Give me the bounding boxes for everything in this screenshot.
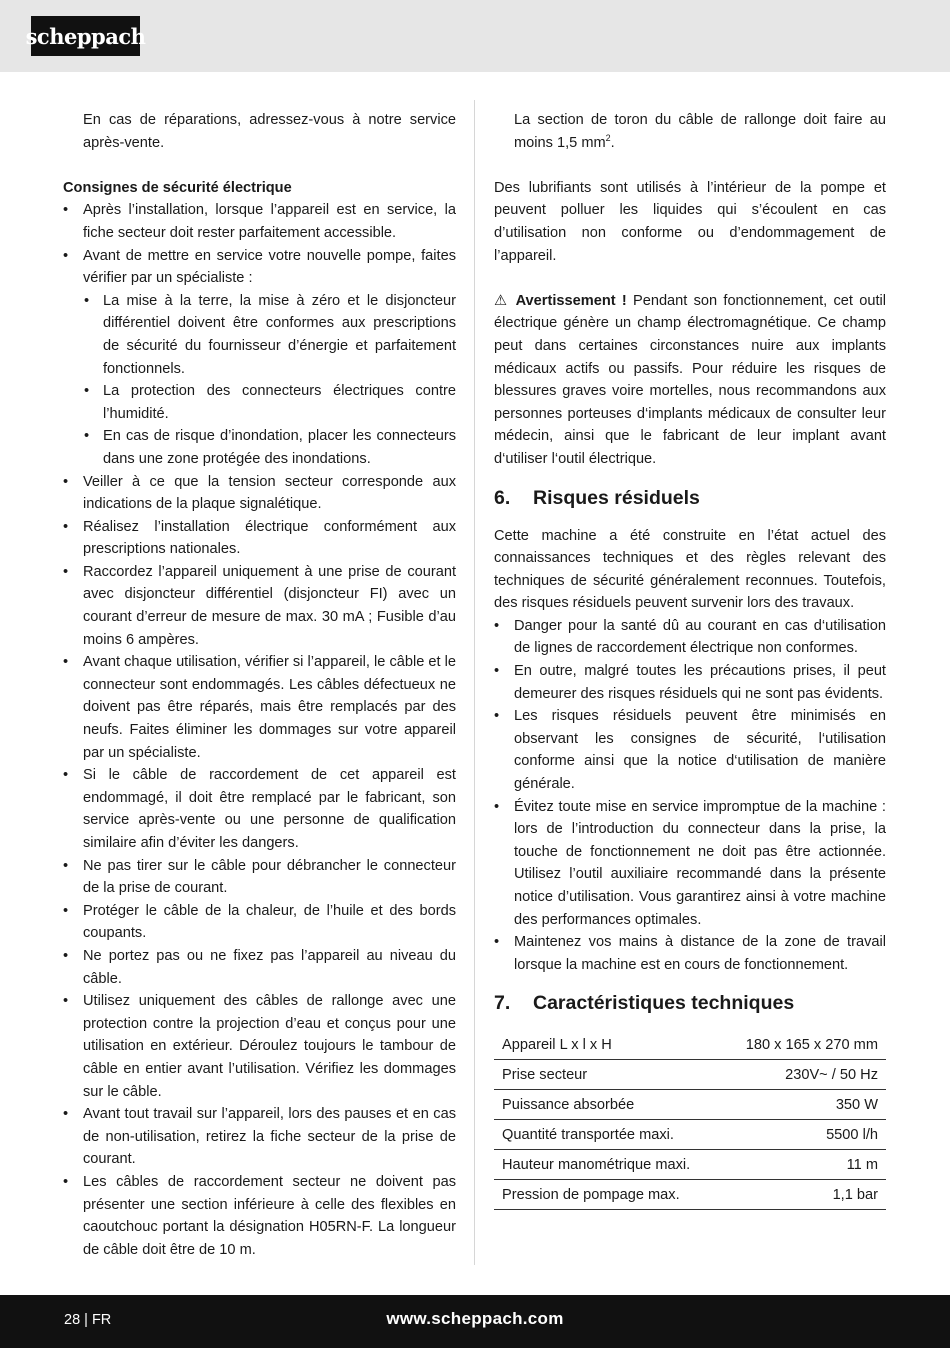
list-item: • Utilisez uniquement des câbles de rallonge avec une protection contre la projection d’eau et conçus pour une utilisation en extérieur. Déroulez toujours le tambour de câble en entier avant l’utilisation. Vérifiez les dommages sur le câble.: [63, 990, 456, 1103]
list-item: • Les risques résiduels peuvent être minimisés en observant les consignes de sécurité, l‘utilisation conforme ainsi que la notice d‘utilisation de manière générale.: [494, 705, 886, 795]
electrical-safety-sublist: [63, 290, 456, 471]
left-column: [63, 109, 456, 1261]
sub-list-item: • La protection des connecteurs électriques contre l’humidité.: [63, 380, 456, 425]
table-row: Quantité transportée maxi. 5500 l/h: [494, 1120, 886, 1150]
list-item: • Avant tout travail sur l’appareil, lors des pauses et en cas de non-utilisation, retirez la fiche secteur de la prise de courant.: [63, 1103, 456, 1171]
list-item: • Les câbles de raccordement secteur ne doivent pas présenter une section inférieure à celle des flexibles en caoutchouc portant la désignation H05RN-F. La longueur de câble doit être de 10 m.: [63, 1171, 456, 1261]
sub-list-item: • En cas de risque d’inondation, placer les connecteurs dans une zone protégée des inondations.: [63, 425, 456, 470]
spec-table: [494, 1030, 886, 1210]
table-row: Appareil L x l x H 180 x 165 x 270 mm: [494, 1030, 886, 1060]
repair-note: En cas de réparations, adressez-vous à notre service après-vente.: [83, 112, 456, 151]
page-footer: [0, 1295, 950, 1348]
list-item: • Avant de mettre en service votre nouvelle pompe, faites vérifier par un spécialiste :: [63, 245, 456, 290]
warning-triangle-icon: ⚠: [494, 292, 510, 309]
right-column: [494, 109, 886, 1210]
column-divider: [474, 100, 475, 1265]
list-item: • Ne portez pas ou ne fixez pas l’appareil au niveau du câble.: [63, 945, 456, 990]
table-row: Puissance absorbée 350 W: [494, 1090, 886, 1120]
list-item: • Avant chaque utilisation, vérifier si l’appareil, le câble et le connecteur sont endommagés. Les câbles défectueux ne doivent pas être réparés, mais être remplacés par des neufs. Faites éliminer les dommages sur votre appareil par un spécialiste.: [63, 651, 456, 764]
list-item: • Si le câble de raccordement de cet appareil est endommagé, il doit être remplacé par le fabricant, son service après-vente ou une personne de qualification similaire afin d’éviter les dangers.: [63, 764, 456, 854]
table-row: Hauteur manométrique maxi. 11 m: [494, 1150, 886, 1180]
list-item: • Danger pour la santé dû au courant en cas d‘utilisation de lignes de raccordement électrique non conformes.: [494, 615, 886, 660]
residual-risks-list: [494, 615, 886, 977]
list-item: • Raccordez l’appareil uniquement à une prise de courant avec disjoncteur différentiel (disjoncteur FI) avec un courant d’erreur de mesure de max. 30 mA ; Fusible d’au moins 6 ampères.: [63, 561, 456, 651]
electrical-safety-list-b: [63, 471, 456, 1262]
cable-section-note: La section de toron du câble de rallonge doit faire au moins 1,5 $mm^2$.: [514, 112, 886, 151]
lubricants-paragraph: Des lubrifiants sont utilisés à l’intérieur de la pompe et peuvent polluer les liquides qui s’écoulent en cas d’utilisation non conforme ou d’endommagement de l’appareil.: [494, 179, 886, 264]
list-item: • Ne pas tirer sur le câble pour débrancher le connecteur de la prise de courant.: [63, 855, 456, 900]
list-item: • Après l’installation, lorsque l’appareil est en service, la fiche secteur doit rester parfaitement accessible.: [63, 199, 456, 244]
list-item: • Maintenez vos mains à distance de la zone de travail lorsque la machine est en cours de fonctionnement.: [494, 931, 886, 976]
brand-logo: scheppach: [31, 16, 140, 56]
page-header: [0, 0, 950, 72]
list-item: • Protéger le câble de la chaleur, de l’huile et des bords coupants.: [63, 900, 456, 945]
electrical-safety-list-a: [63, 199, 456, 289]
electrical-safety-heading: Consignes de sécurité électrique: [63, 179, 292, 196]
warning-paragraph: [494, 290, 886, 471]
page-number: 28 | FR: [64, 1312, 112, 1328]
table-row: Pression de pompage max. 1,1 bar: [494, 1180, 886, 1210]
list-item: • Réalisez l’installation électrique conformément aux prescriptions nationales.: [63, 516, 456, 561]
list-item: • En outre, malgré toutes les précautions prises, il peut demeurer des risques résiduels qui ne sont pas évidents.: [494, 660, 886, 705]
website-link[interactable]: www.scheppach.com: [386, 1309, 564, 1328]
list-item: • Veiller à ce que la tension secteur corresponde aux indications de la plaque signalétique.: [63, 471, 456, 516]
table-row: Prise secteur 230V~ / 50 Hz: [494, 1060, 886, 1090]
warning-text: Pendant son fonctionnement, cet outil électrique génère un champ électromagnétique. Ce champ peut dans certaines circonstances nuire aux implants médicaux actifs ou passifs. Pour réduire les risques de blessures graves voire mortelles, nous recommandons aux personnes porteuses d‘implants médicaux de consulter leur médecin, ainsi que le fabricant de leur implant avant d‘utiliser l‘outil électrique.: [494, 292, 886, 467]
sub-list-item: • La mise à la terre, la mise à zéro et le disjoncteur différentiel doivent être conformes aux prescriptions de sécurité du fournisseur d’énergie et parfaitement fonctionnels.: [63, 290, 456, 380]
section-6-heading: 6. Risques résiduels: [494, 486, 700, 509]
warning-label: Avertissement !: [515, 292, 627, 309]
residual-risks-intro: Cette machine a été construite en l’état actuel des connaissances techniques et des règles relevant des techniques de sécurité généralement reconnues. Toutefois, des risques résiduels peuvent survenir lors des travaux.: [494, 527, 886, 612]
section-7-heading: 7. Caractéristiques techniques: [494, 992, 795, 1015]
list-item: • Évitez toute mise en service impromptue de la machine : lors de l’introduction du connecteur dans la prise, la touche de fonctionnement ne doit pas être actionnée. Utilisez l’outil auxiliaire recommandé dans la présente notice d’utilisation. Vous garantirez ainsi à votre machine des performances optimales.: [494, 796, 886, 932]
